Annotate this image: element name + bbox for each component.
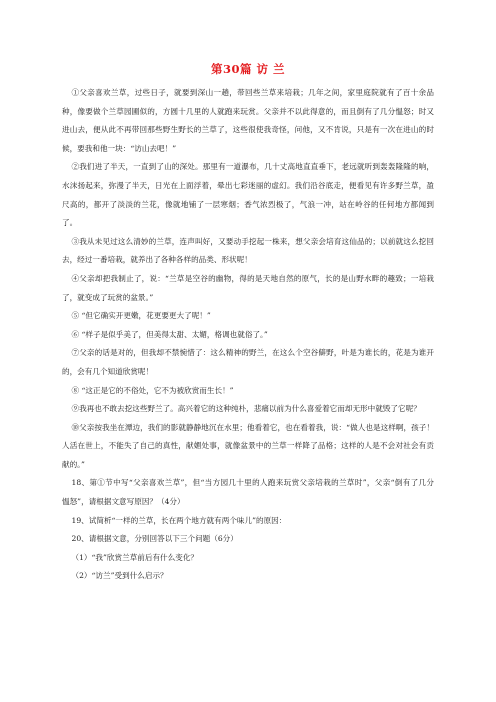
article-title: 第30篇 访 兰 [210,62,285,76]
paragraph-8: ⑧ “这正是它的不俗处，它不为被欣赏而生长！” [71,385,234,395]
paragraph-7: ⑦父亲的话是对的，但我却不禁惋惜了：这么精神的野兰，在这么个空谷僻野，叶是为谁长的，花是为谁开的，会有几个知道欣赏呢！ [62,348,434,376]
question-19: 19、试简析“一样的兰草，长在两个地方就有两个味儿”的原因： [71,515,287,525]
question-20-part-1: （1）“我”欣赏兰草前后有什么变化？ [71,552,199,562]
paragraph-4: ④父亲却把我制止了，说：“兰草是空谷的幽物，得的是天地自然的原气，长的是山野水畔的趣致；一培栽了，就变成了玩赏的盆景。” [62,273,434,302]
paragraph-1: ①父亲喜欢兰草，过些日子，就要到深山一趟，带回些兰草来培栽；几年之间，家里庭院就有了百十余品种，像要做个兰草园圃似的，方圆十几里的人就跑来玩赏。父亲并不以此得意的，而且倒有了几分愠怒；时又进山去，便从此不再带回那些野生野长的兰草了，这些很使我奇怪，问他，又不肯说，只是有一次在进山的时候，要我和他一块：“访山去吧！” [62,88,434,153]
paragraph-6: ⑥ “样子是似乎美了，但美得太甜、太媚，格调也就俗了。” [71,329,268,339]
document-page [62,62,450,586]
question-20: 20、请根据文意，分别回答以下三个问题（6分） [71,534,238,544]
paragraph-10: ⑩父亲按我坐在潭边，我们的影就静静地沉在水里；他看着它，也在看着我，说：“做人也是这样啊，孩子！人活在世上，不能失了自己的真性，献媚处事，就像盆景中的兰草一样降了品格；这样的人是不会对社会有贡献的。” [62,422,434,469]
question-20-part-2: （2）“访兰”受到什么启示？ [71,571,168,581]
question-18: 18、第①节中写“父亲喜欢兰草”，但“当方园几十里的人跑来玩赏父亲培栽的兰草时”，父亲“倒有了几分 愠怒”，请根据文意写原因？（4分） [62,478,450,507]
paragraph-3: ③我从未见过这么清妙的兰草，连声叫好，又要动手挖起一株来，想父亲会培育这仙品的；以前就这么挖回去，经过一番培栽，就养出了各种各样的品类、形状呢！ [62,236,434,265]
paragraph-5: ⑤ “但它确实开更嫩，花更要更大了呢！” [71,311,211,321]
paragraph-2: ②我们进了半天，一直到了山的深处。那里有一道瀑布，几十丈高地直直垂下，老远就听到轰轰隆隆的响，水沫扬起来，弥漫了半天，日光在上面浮着，晕出七彩迷丽的虚幻。我们沿谷底走，便看见有许多野兰草，盈尺高的，都开了淡淡的兰花，像就地铺了一层寒烟；香气浓烈极了，气浪一冲，站在岭谷的任何地方都闻到了。 [62,162,434,228]
paragraph-9: ⑨我再也不敢去挖这些野兰了。高兴着它的这种纯朴，悲痛以前为什么喜爱着它而却无形中就毁了它呢？ [71,404,421,414]
